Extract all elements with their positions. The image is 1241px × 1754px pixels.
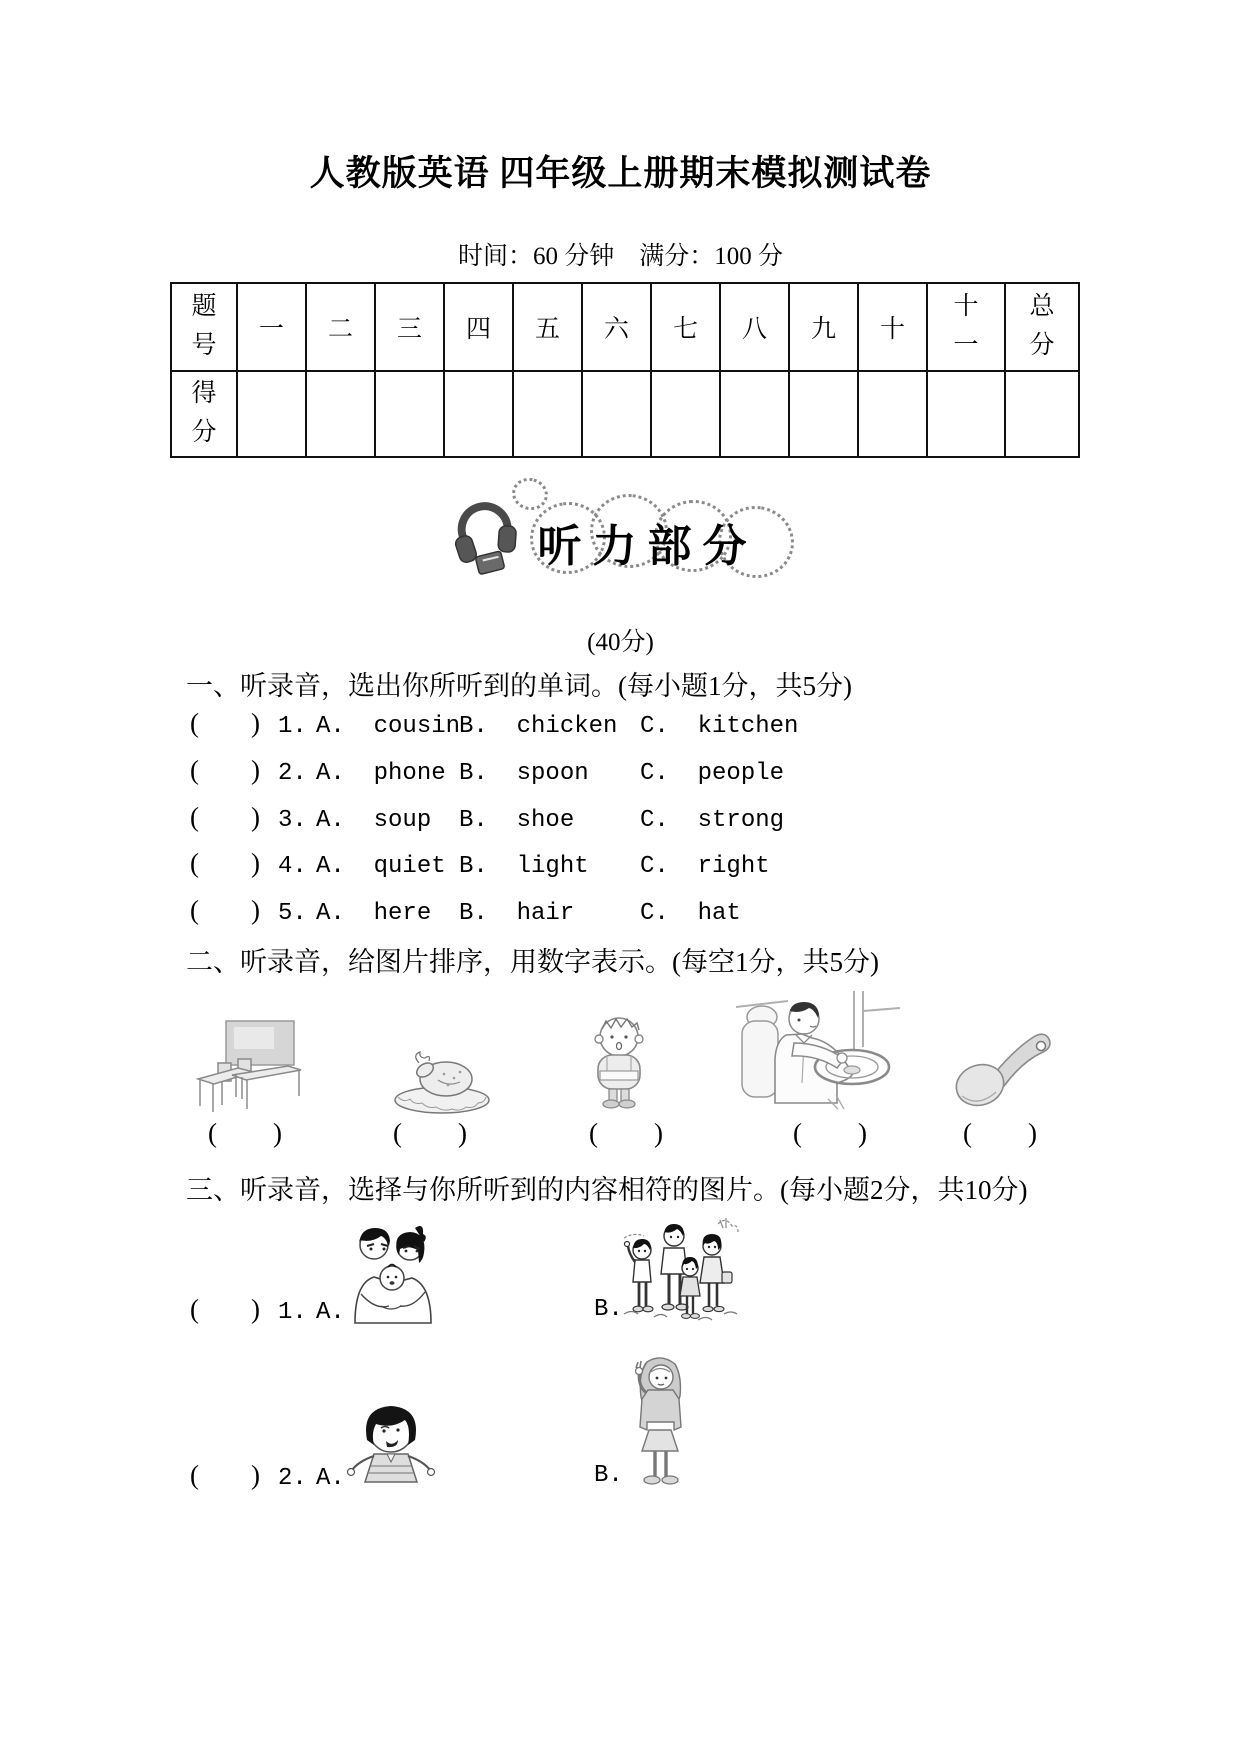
score-col-10: 十 <box>858 283 927 371</box>
score-cell-empty <box>444 371 513 457</box>
paren-open: ( <box>963 1118 972 1148</box>
score-col-11 <box>927 283 1005 371</box>
question-number: 2. <box>278 760 307 787</box>
option-b: B. spoon <box>459 760 589 787</box>
score-row-label <box>171 371 237 457</box>
score-cell-empty <box>720 371 789 457</box>
paren-open: ( <box>190 848 199 878</box>
paren-close: ) <box>251 1294 260 1324</box>
family-of-three-image <box>345 1222 441 1325</box>
option-b-label: B. <box>594 1462 623 1489</box>
option-a-label: A. <box>316 1299 345 1326</box>
paren-open: ( <box>190 1294 199 1324</box>
option-b: B. hair <box>459 900 575 927</box>
score-cell-empty <box>789 371 858 457</box>
answer-paren <box>190 895 260 926</box>
option-b: B. shoe <box>459 807 575 834</box>
paren-close: ) <box>251 755 260 785</box>
score-cell-empty <box>1005 371 1079 457</box>
classroom-desks-image <box>196 1019 303 1115</box>
option-c: C. hat <box>640 900 741 927</box>
paren-open: ( <box>208 1118 217 1148</box>
paren-close: ) <box>1028 1118 1037 1148</box>
question-number: 3. <box>278 807 307 834</box>
paren-close: ) <box>251 895 260 925</box>
option-a-label: A. <box>316 1465 345 1492</box>
answer-paren <box>190 1460 260 1491</box>
score-cell-empty <box>513 371 582 457</box>
paren-open: ( <box>190 1460 199 1490</box>
option-a: A. soup <box>316 807 432 834</box>
score-col-5: 五 <box>513 283 582 371</box>
paren-open: ( <box>190 708 199 738</box>
page-title: 人教版英语 四年级上册期末模拟测试卷 <box>309 154 932 193</box>
paren-open: ( <box>190 802 199 832</box>
option-b: B. chicken <box>459 713 618 740</box>
option-b-label: B. <box>594 1296 623 1323</box>
order-blank-1 <box>208 1118 282 1149</box>
order-blank-3 <box>589 1118 663 1149</box>
paren-close: ) <box>458 1118 467 1148</box>
answer-paren <box>190 1294 260 1325</box>
answer-paren <box>190 708 260 739</box>
picture-question-2 <box>186 1460 345 1496</box>
score-col-2: 二 <box>306 283 375 371</box>
option-a: A. quiet <box>316 853 446 880</box>
option-a: A. phone <box>316 760 446 787</box>
question-row-3 <box>186 802 784 838</box>
paren-open: ( <box>190 755 199 785</box>
score-cell-empty <box>375 371 444 457</box>
question-number: 5. <box>278 900 307 927</box>
question-number: 4. <box>278 853 307 880</box>
chubby-boy-image <box>583 1012 656 1111</box>
paren-close: ) <box>251 708 260 738</box>
score-cell-empty <box>237 371 306 457</box>
option-c: C. right <box>640 853 770 880</box>
question-row-4 <box>186 848 770 884</box>
option-b: B. light <box>459 853 589 880</box>
score-table <box>170 282 1080 458</box>
roast-chicken-image <box>392 1050 491 1116</box>
paren-open: ( <box>190 895 199 925</box>
rice-spoon-image <box>950 1022 1056 1113</box>
question-row-2 <box>186 755 784 791</box>
section-1-heading: 一、听录音，选出你所听到的单词。(每小题1分，共5分) <box>186 671 852 701</box>
score-col-4: 四 <box>444 283 513 371</box>
family-outdoors-image <box>622 1216 740 1323</box>
option-a: A. cousin <box>316 713 461 740</box>
section-3-heading: 三、听录音，选择与你所听到的内容相符的图片。(每小题2分，共10分) <box>186 1175 1028 1205</box>
score-col-1: 一 <box>237 283 306 371</box>
headphone-icon <box>449 489 521 579</box>
paren-close: ) <box>654 1118 663 1148</box>
score-cell-empty <box>582 371 651 457</box>
answer-paren <box>190 802 260 833</box>
option-c: C. people <box>640 760 785 787</box>
paren-close: ) <box>858 1118 867 1148</box>
score-cell-empty <box>651 371 720 457</box>
paren-open: ( <box>589 1118 598 1148</box>
score-cell-empty <box>306 371 375 457</box>
score-col-7: 七 <box>651 283 720 371</box>
paren-open: ( <box>793 1118 802 1148</box>
section-2-heading: 二、听录音，给图片排序，用数字表示。(每空1分，共5分) <box>186 947 879 977</box>
question-number: 1. <box>278 1299 307 1326</box>
question-row-1 <box>186 708 798 744</box>
girl-waving-image <box>627 1356 695 1487</box>
paren-close: ) <box>251 802 260 832</box>
score-cell-empty <box>927 371 1005 457</box>
corner-label: 题号 <box>191 293 217 359</box>
paren-open: ( <box>393 1118 402 1148</box>
paren-close: ) <box>251 1460 260 1490</box>
score-cell-empty <box>858 371 927 457</box>
order-blank-2 <box>393 1118 467 1149</box>
option-c: C. strong <box>640 807 785 834</box>
score-label: 得分 <box>191 380 217 446</box>
question-number: 2. <box>278 1465 307 1492</box>
score-col-6: 六 <box>582 283 651 371</box>
listening-banner <box>0 486 1241 582</box>
score-col-9: 九 <box>789 283 858 371</box>
banner-cloud-decoration <box>528 486 788 582</box>
man-driving-image <box>736 991 900 1118</box>
order-blank-5 <box>963 1118 1037 1149</box>
order-blank-4 <box>793 1118 867 1149</box>
question-number: 1. <box>278 713 307 740</box>
total-label: 总分 <box>1029 293 1055 359</box>
answer-paren <box>190 755 260 786</box>
paren-close: ) <box>251 848 260 878</box>
answer-paren <box>190 848 260 879</box>
option-c: C. kitchen <box>640 713 799 740</box>
option-a: A. here <box>316 900 432 927</box>
girl-short-hair-image <box>344 1394 438 1490</box>
score-table-corner <box>171 283 237 371</box>
paren-close: ) <box>273 1118 282 1148</box>
score-col-8: 八 <box>720 283 789 371</box>
listening-banner-title: 听力部分 <box>537 522 758 571</box>
exam-time-score-line: 时间：60 分钟 满分：100 分 <box>457 243 783 270</box>
picture-question-1 <box>186 1294 345 1330</box>
score-col-3: 三 <box>375 283 444 371</box>
score-col-total <box>1005 283 1079 371</box>
listening-points: (40分) <box>587 629 654 656</box>
question-row-5 <box>186 895 741 931</box>
col-11-label: 十一 <box>953 293 979 359</box>
